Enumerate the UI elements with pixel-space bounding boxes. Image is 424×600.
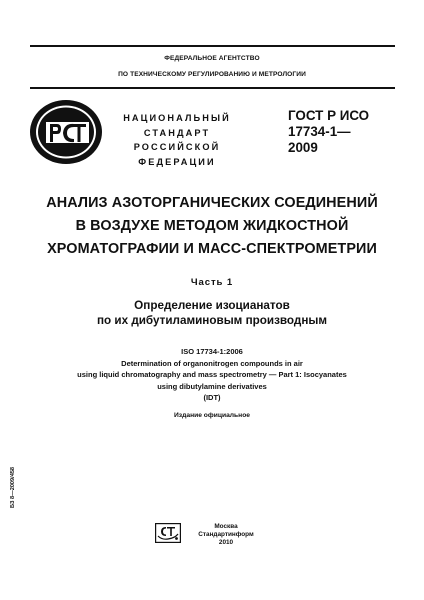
national-standard-line1: НАЦИОНАЛЬНЫЙ [123, 113, 231, 123]
publisher-city: Москва [214, 523, 238, 530]
edition-label: Издание официальное [173, 412, 250, 419]
national-standard-line2: СТАНДАРТ [143, 127, 211, 138]
iso-reference [0, 346, 424, 404]
national-standard-label [118, 111, 236, 169]
standard-designation [288, 108, 398, 156]
iso-reference-line1: ISO 17734-1:2006 [181, 347, 243, 356]
iso-reference-line3: using liquid chromatography and mass spectrometry — Part 1: Isocyanates [77, 370, 347, 380]
document-title-line1: АНАЛИЗ АЗОТОРГАНИЧЕСКИХ СОЕДИНЕНИЙ [46, 195, 378, 211]
document-subtitle-line2: по их дибутиламиновым производным [96, 314, 328, 327]
header-rule [30, 87, 395, 89]
document-title-line2: В ВОЗДУХЕ МЕТОДОМ ЖИДКОСТНОЙ [75, 218, 349, 234]
document-title-line3: ХРОМАТОГРАФИИ И МАСС-СПЕКТРОМЕТРИИ [47, 241, 377, 257]
agency-name-line1: ФЕДЕРАЛЬНОЕ АГЕНТСТВО [164, 55, 260, 62]
part-label: Часть 1 [190, 277, 234, 288]
vertical-catalog-code: БЗ 8—2009/458 [10, 466, 16, 508]
standard-designation-line2: 17734-1— [288, 124, 351, 139]
iso-reference-line4: using dibutylamine derivatives [157, 381, 267, 391]
agency-name-line2: ПО ТЕХНИЧЕСКОМУ РЕГУЛИРОВАНИЮ И МЕТРОЛОГИИ [118, 71, 306, 78]
publisher-year: 2010 [218, 538, 234, 546]
iso-reference-line2: Determination of organonitrogen compounds in air [121, 358, 303, 368]
standard-designation-line3: 2009 [288, 140, 318, 155]
publisher-name: Стандартинформ [198, 530, 254, 538]
top-rule [30, 45, 395, 47]
rst-emblem-logo [28, 98, 104, 166]
publisher-block [196, 523, 256, 546]
document-title [10, 192, 414, 261]
national-standard-line4: ФЕДЕРАЦИИ [138, 156, 216, 167]
iso-reference-line5: (IDT) [203, 393, 221, 403]
national-standard-line3: РОССИЙСКОЙ [133, 142, 221, 152]
document-subtitle [0, 298, 424, 328]
document-subtitle-line1: Определение изоцианатов [134, 299, 290, 312]
standard-designation-line1: ГОСТ Р ИСО [288, 108, 370, 123]
publisher-logo [155, 523, 181, 543]
